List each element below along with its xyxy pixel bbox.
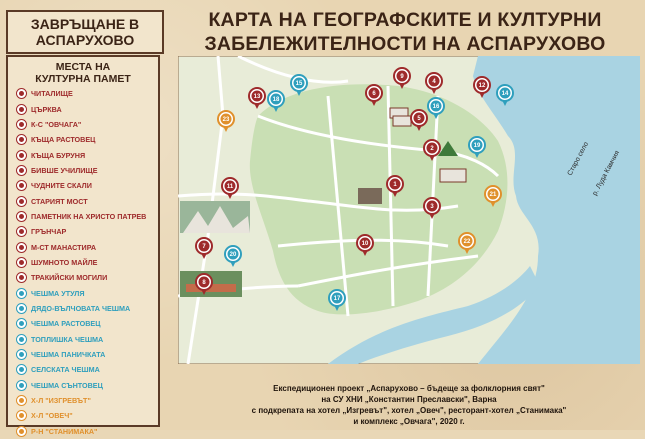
marker-number: 23: [222, 117, 230, 124]
legend-item-label: СЕЛСКАТА ЧЕШМА: [31, 365, 100, 375]
legend-item-label: ЦЪРКВА: [31, 104, 62, 114]
legend-item: [16, 101, 146, 116]
marker-number: 7: [202, 244, 206, 251]
legend-item: [16, 378, 146, 393]
legend-item: [16, 178, 146, 193]
legend-item-label: ЧИТАЛИЩЕ: [31, 89, 73, 99]
marker-number: 4: [432, 79, 436, 86]
legend-item: [16, 285, 146, 300]
legend-item: [16, 147, 146, 162]
legend-item-label: ЧУДНИТЕ СКАЛИ: [31, 181, 92, 191]
legend-item: [16, 132, 146, 147]
legend-item-label: Х-Л "ОВЕЧ": [31, 411, 73, 421]
marker-number: 17: [333, 296, 341, 303]
legend-item: [16, 86, 146, 101]
legend-item: [16, 163, 146, 178]
legend-item: [16, 117, 146, 132]
legend-heading-line-1: МЕСТА НА: [55, 61, 111, 73]
legend-item-label: ЧЕШМА РАСТОВЕЦ: [31, 319, 101, 329]
map-pin-icon: [16, 334, 27, 345]
map-pin-icon: [16, 318, 27, 329]
marker-number: 9: [400, 74, 404, 81]
map-pin-icon: [16, 196, 27, 207]
map-pin-icon: [16, 180, 27, 191]
marker-number: 18: [272, 97, 280, 104]
marker-number: 21: [489, 192, 497, 199]
badge-line-2: АСПАРУХОВО: [35, 32, 135, 48]
legend-item-label: КЪЩА РАСТОВЕЦ: [31, 135, 96, 145]
legend-item-label: М-СТ МАНАСТИРА: [31, 242, 97, 252]
legend-item-label: ТРАКИЙСКИ МОГИЛИ: [31, 273, 108, 283]
legend-item-label: ПАМЕТНИК НА ХРИСТО ПАТРЕВ: [31, 211, 147, 221]
marker-number: 5: [417, 116, 421, 123]
legend-panel: [6, 55, 160, 436]
legend-item-label: К-С "ОВЧАГА": [31, 119, 82, 129]
legend-item: [16, 316, 146, 331]
legend-item-label: СТАРИЯТ МОСТ: [31, 196, 88, 206]
legend-item-label: Х-Л "ИЗГРЕВЪТ": [31, 396, 91, 406]
map-pin-icon: [16, 226, 27, 237]
marker-number: 13: [253, 94, 261, 101]
legend-item-label: Р-Н "СТАНИМАКА": [31, 426, 98, 436]
map-pin-icon: [16, 349, 27, 360]
title-line-2: ЗАБЕЛЕЖИТЕЛНОСТИ НА АСПАРУХОВО: [204, 33, 606, 55]
label-river: р. Луда Камчия: [591, 149, 622, 197]
legend-heading-line-2: КУЛТУРНА ПАМЕТ: [35, 73, 131, 85]
label-old-village: Старо село: [566, 140, 591, 177]
marker-number: 22: [463, 239, 471, 246]
marker-number: 12: [478, 83, 486, 90]
marker-number: 8: [202, 280, 206, 287]
legend-item: [16, 424, 146, 439]
legend-item: [16, 209, 146, 224]
legend-item-label: ЧЕШМА СЪНТОВЕЦ: [31, 380, 103, 390]
map-pin-icon: [16, 380, 27, 391]
map-pin-icon: [16, 410, 27, 421]
legend-item: [16, 224, 146, 239]
page-title: [170, 8, 640, 56]
legend-item-label: БИВШЕ УЧИЛИЩЕ: [31, 165, 98, 175]
marker-number: 11: [226, 184, 234, 191]
marker-number: 6: [372, 91, 376, 98]
map-pin-icon: [16, 257, 27, 268]
legend-item: [16, 193, 146, 208]
map-pin-icon: [16, 165, 27, 176]
marker-number: 1: [393, 182, 397, 189]
legend-item-label: ЧЕШМА УТУЛЯ: [31, 288, 85, 298]
credits-line-2: на СУ ХНИ „Константин Преславски", Варна: [321, 395, 497, 404]
legend-item: [16, 239, 146, 254]
legend-item: [16, 255, 146, 270]
legend-item: [16, 301, 146, 316]
marker-number: 14: [501, 91, 509, 98]
marker-number: 2: [430, 146, 434, 153]
map-pin-icon: [16, 88, 27, 99]
marker-number: 15: [295, 81, 303, 88]
legend-item-label: ГРЪНЧАР: [31, 227, 67, 237]
legend-item-label: ДЯДО-ВЪЛЧОВАТА ЧЕШМА: [31, 303, 131, 313]
marker-number: 3: [430, 204, 434, 211]
legend-item-label: ЧЕШМА ПАНИЧКАТА: [31, 350, 106, 360]
marker-number: 10: [361, 241, 369, 248]
legend-item-label: КЪЩА БУРУНЯ: [31, 150, 86, 160]
legend-item: [16, 408, 146, 423]
marker-number: 19: [473, 143, 481, 150]
map-pin-icon: [16, 134, 27, 145]
credits-line-1: Експедиционен проект „Аспарухово – бъдеще за фолклорния свят": [273, 384, 545, 393]
map-pin-icon: [16, 288, 27, 299]
map-pin-icon: [16, 242, 27, 253]
map-pin-icon: [16, 303, 27, 314]
marker-number: 20: [229, 252, 237, 259]
section-badge: [6, 10, 164, 54]
map[interactable]: [178, 56, 640, 364]
map-pin-icon: [16, 272, 27, 283]
title-line-1: КАРТА НА ГЕОГРАФСКИТЕ И КУЛТУРНИ: [208, 9, 602, 31]
map-pin-icon: [16, 104, 27, 115]
map-pin-icon: [16, 364, 27, 375]
legend-items: [16, 86, 146, 439]
legend-item: [16, 393, 146, 408]
legend-heading: [8, 61, 158, 85]
legend-item: [16, 332, 146, 347]
legend-item-label: ТОПЛИШКА ЧЕШМА: [31, 334, 104, 344]
credits: [178, 383, 640, 427]
legend-item: [16, 362, 146, 377]
badge-line-1: ЗАВРЪЩАНЕ В: [30, 16, 140, 32]
legend-item: [16, 347, 146, 362]
map-pin-icon: [16, 426, 27, 437]
marker-number: 16: [432, 104, 440, 111]
map-pin-icon: [16, 395, 27, 406]
legend-item: [16, 270, 146, 285]
map-pin-icon: [16, 211, 27, 222]
map-pin-icon: [16, 119, 27, 130]
credits-line-3: с подкрепата на хотел „Изгревът", хотел „Овеч", ресторант-хотел „Станимака": [251, 406, 567, 415]
map-pin-icon: [16, 150, 27, 161]
credits-line-4: и комплекс „Овчага", 2020 г.: [353, 417, 465, 426]
legend-item-label: ШУМНОТО МАЙЛЕ: [31, 257, 98, 267]
